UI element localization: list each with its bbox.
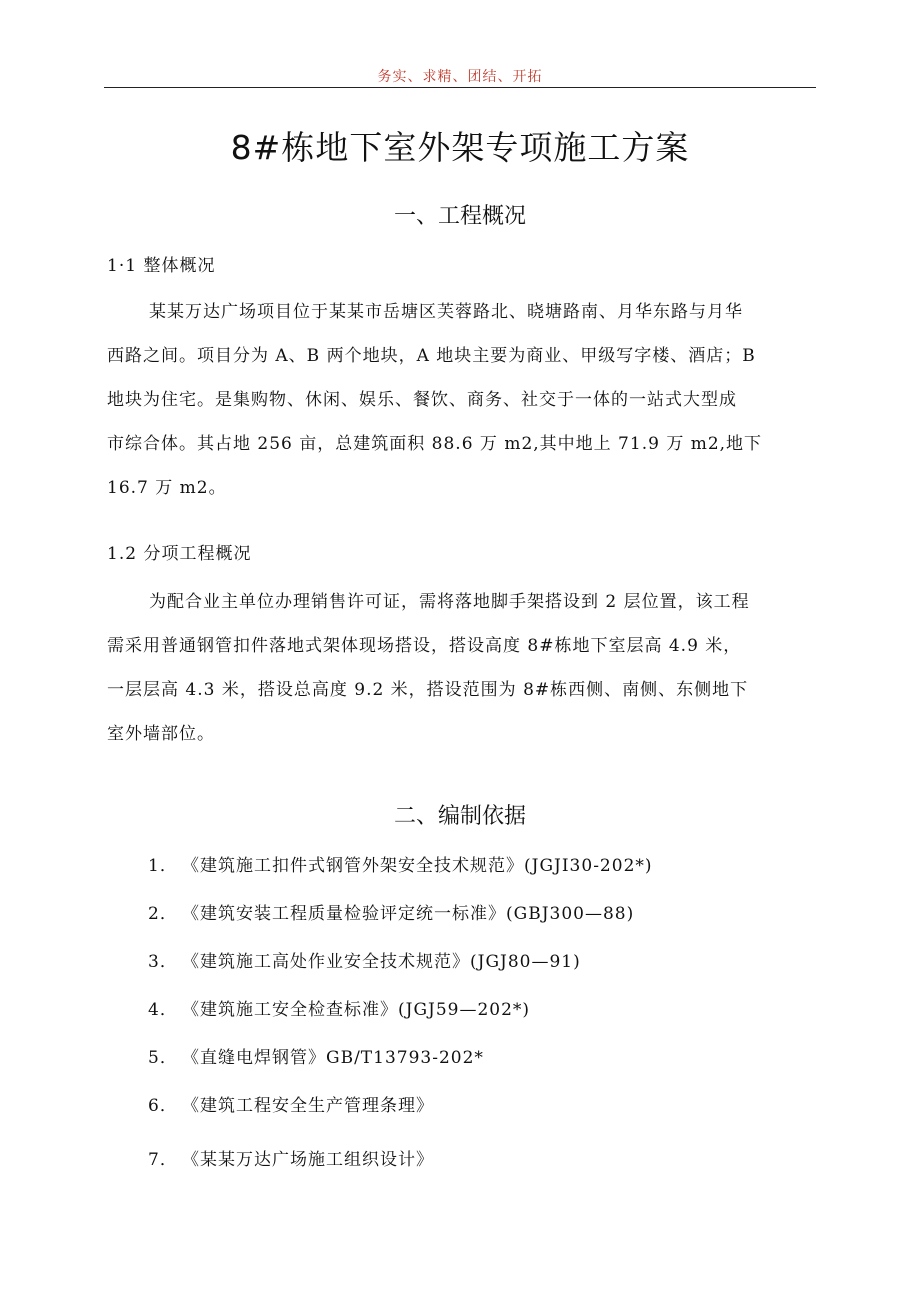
reference-number: 6． <box>148 1096 178 1116</box>
reference-item <box>148 1044 484 1072</box>
header-divider <box>104 87 816 88</box>
paragraph-line: 市综合体。其占地 256 亩，总建筑面积 88.6 万 m2,其中地上 71.9 万 m2,地下 <box>107 434 763 454</box>
reference-item <box>148 1146 434 1174</box>
reference-text: 《建筑施工高处作业安全技术规范》(JGJ80—91) <box>182 952 581 972</box>
reference-item <box>148 852 653 880</box>
paragraph-line: 一层层高 4.3 米，搭设总高度 9.2 米，搭设范围为 8#栋西侧、南侧、东侧地下 <box>107 680 749 700</box>
reference-text: 《某某万达广场施工组织设计》 <box>182 1150 434 1170</box>
reference-item <box>148 900 634 928</box>
reference-text: 《直缝电焊钢管》GB/T13793-202* <box>182 1048 484 1068</box>
subsection-heading-general: 1·1 整体概况 <box>107 256 216 276</box>
paragraph-line: 16.7 万 m2。 <box>107 478 227 498</box>
reference-item <box>148 1092 434 1120</box>
reference-text: 《建筑施工安全检查标准》(JGJ59—202*) <box>182 1000 531 1020</box>
paragraph-general-overview <box>107 297 815 517</box>
reference-number: 4． <box>148 1000 178 1020</box>
paragraph-line: 地块为住宅。是集购物、休闲、娱乐、餐饮、商务、社交于一体的一站式大型成 <box>107 390 737 410</box>
reference-number: 7． <box>148 1150 178 1170</box>
header-motto: 务实、求精、团结、开拓 <box>377 69 543 85</box>
paragraph-subproject-overview <box>107 587 815 763</box>
reference-number: 2． <box>148 904 178 924</box>
paragraph-line: 需采用普通钢管扣件落地式架体现场搭设，搭设高度 8#栋地下室层高 4.9 米， <box>107 636 742 656</box>
reference-number: 5． <box>148 1048 178 1068</box>
section-heading-basis: 二、编制依据 <box>393 804 526 829</box>
section-heading-overview: 一、工程概况 <box>393 204 526 229</box>
reference-number: 1． <box>148 856 178 876</box>
paragraph-line: 某某万达广场项目位于某某市岳塘区芙蓉路北、晓塘路南、月华东路与月华 <box>149 302 743 322</box>
paragraph-line: 室外墙部位。 <box>107 724 215 744</box>
reference-item <box>148 996 530 1024</box>
reference-item <box>148 948 581 976</box>
document-title: 8#栋地下室外架专项施工方案 <box>230 128 690 167</box>
reference-text: 《建筑工程安全生产管理条理》 <box>182 1096 434 1116</box>
reference-text: 《建筑安装工程质量检验评定统一标准》(GBJ300—88) <box>182 904 635 924</box>
reference-text: 《建筑施工扣件式钢管外架安全技术规范》(JGJI30-202*) <box>182 856 653 876</box>
subsection-heading-subproject: 1.2 分项工程概况 <box>107 544 252 564</box>
paragraph-line: 西路之间。项目分为 A、B 两个地块，A 地块主要为商业、甲级写字楼、酒店；B <box>107 346 756 366</box>
paragraph-line: 为配合业主单位办理销售许可证，需将落地脚手架搭设到 2 层位置，该工程 <box>149 592 750 612</box>
reference-number: 3． <box>148 952 178 972</box>
